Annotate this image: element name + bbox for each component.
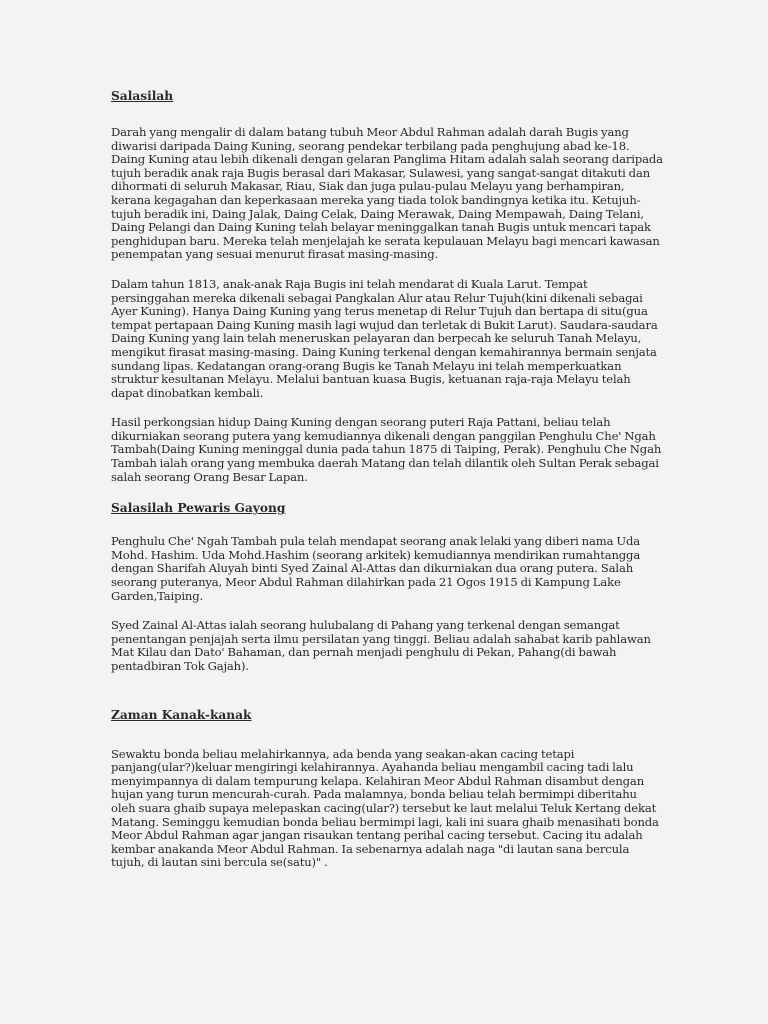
- paragraph: Dalam tahun 1813, anak-anak Raja Bugis ini telah mendarat di Kuala Larut. Tempat persinggahan mereka dikenali sebagai Pangkalan Alur atau Relur Tujuh(kini dikenali sebagai Ayer Kuning). Hanya Daing Kuning yang terus menetap di Relur Tujuh dan bertapa di situ(gua tempat pertapaan Daing Kuning masih lagi wujud dan terletak di Bukit Larut). Saudara-saudara Daing Kuning yang lain telah meneruskan pelayaran dan berpecah ke seluruh Tanah Melayu, mengikut firasat masing-masing. Daing Kuning terkenal dengan kemahirannya bermain senjata sundang lipas. Kedatangan orang-orang Bugis ke Tanah Melayu ini telah memperkuatkan struktur kesultanan Melayu. Melalui bantuan kuasa Bugis, ketuanan raja-raja Melayu telah dapat dinobatkan kembali.: [111, 276, 658, 400]
- paragraph: Darah yang mengalir di dalam batang tubuh Meor Abdul Rahman adalah darah Bugis yang diwarisi daripada Daing Kuning, seorang pendekar terbilang pada penghujung abad ke-18. Daing Kuning atau lebih dikenali dengan gelaran Panglima Hitam adalah salah seorang daripada tujuh beradik anak raja Bugis berasal dari Makasar, Sulawesi, yang sangat-sangat ditakuti dan dihormati di seluruh Makasar, Riau, Siak dan juga pulau-pulau Melayu yang berhampiran, kerana kegagahan dan keperkasaan mereka yang tiada tolok bandingnya ketika itu. Ketujuh-tujuh beradik ini, Daing Jalak, Daing Celak, Daing Merawak, Daing Mempawah, Daing Telani, Daing Pelangi dan Daing Kuning telah belayar meninggalkan tanah Bugis untuk mencari tapak penghidupan baru. Mereka telah menjelajah ke serata kepulauan Melayu bagi mencari kawasan penempatan yang sesuai menurut firasat masing-masing.: [111, 125, 663, 262]
- section-heading-salasilah: Salasilah: [111, 89, 174, 103]
- paragraph: Penghulu Che' Ngah Tambah pula telah mendapat seorang anak lelaki yang diberi nama Uda Mohd. Hashim. Uda Mohd.Hashim (seorang arkitek) kemudiannya mendirikan rumahtangga dengan Sharifah Aluyah binti Syed Zainal Al-Attas dan dikurniakan dua orang putera. Salah seorang puteranya, Meor Abdul Rahman dilahirkan pada 21 Ogos 1915 di Kampung Lake Garden,Taiping.: [111, 534, 641, 603]
- paragraph: Sewaktu bonda beliau melahirkannya, ada benda yang seakan-akan cacing tetapi panjang(ular?)keluar mengiringi kelahirannya. Ayahanda beliau mengambil cacing tadi lalu menyimpannya di dalam tempurung kelapa. Kelahiran Meor Abdul Rahman disambut dengan hujan yang turun mencurah-curah. Pada malamnya, bonda beliau telah bermimpi diberitahu oleh suara ghaib supaya melepaskan cacing(ular?) tersebut ke laut melalui Teluk Kertang dekat Matang. Seminggu kemudian bonda beliau bermimpi lagi, kali ini suara ghaib menasihati bonda Meor Abdul Rahman agar jangan risaukan tentang perihal cacing tersebut. Cacing itu adalah kembar anakanda Meor Abdul Rahman. Ia sebenarnya adalah naga "di lautan sana bercula tujuh, di lautan sini bercula se(satu)" .: [111, 746, 659, 870]
- section-heading-salasilah-pewaris-gayong: Salasilah Pewaris Gayong: [111, 501, 286, 516]
- section-heading-zaman-kanak-kanak: Zaman Kanak-kanak: [111, 707, 252, 722]
- document-body: [111, 88, 663, 886]
- paragraph: Hasil perkongsian hidup Daing Kuning dengan seorang puteri Raja Pattani, beliau telah dikurniakan seorang putera yang kemudiannya dikenali dengan panggilan Penghulu Che' Ngah Tambah(Daing Kuning meninggal dunia pada tahun 1875 di Taiping, Perak). Penghulu Che Ngah Tambah ialah orang yang membuka daerah Matang dan telah dilantik oleh Sultan Perak sebagai salah seorang Orang Besar Lapan.: [111, 415, 662, 484]
- paragraph: Syed Zainal Al-Attas ialah seorang hulubalang di Pahang yang terkenal dengan semangat penentangan penjajah serta ilmu persilatan yang tinggi. Beliau adalah sahabat karib pahlawan Mat Kilau dan Dato' Bahaman, dan pernah menjadi penghulu di Pekan, Pahang(di bawah pentadbiran Tok Gajah).: [111, 618, 651, 673]
